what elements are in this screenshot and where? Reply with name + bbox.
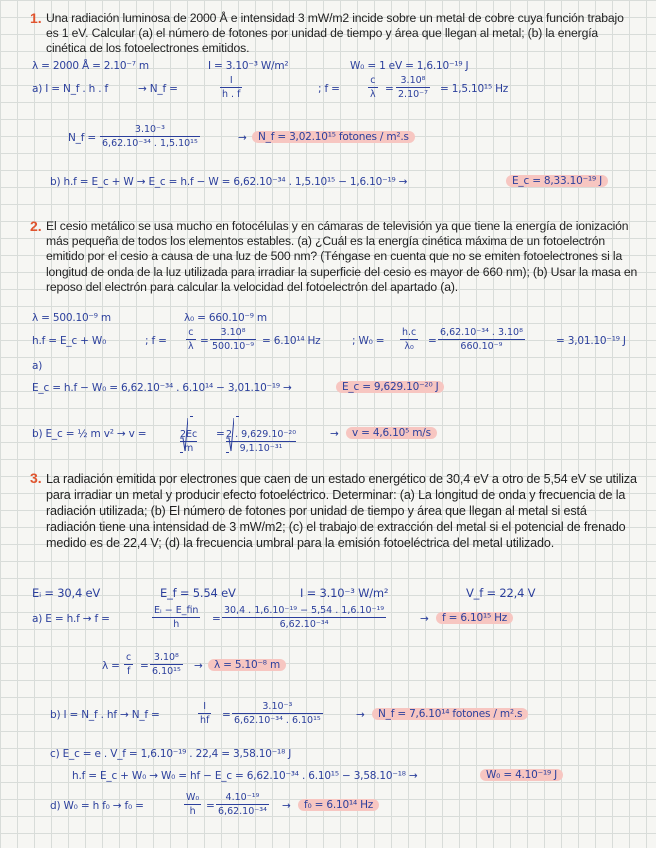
equation: → N_f = bbox=[138, 83, 178, 95]
fraction: $\frac{I}{h . f}$ bbox=[222, 75, 241, 100]
equation: b) h.f = E_c + W → E_c = h.f − W = 6,62.10⁻³⁴ . 1,5.10¹⁵ − 1,6.10⁻¹⁹ → bbox=[50, 176, 408, 188]
result-highlight: W₀ = 4.10⁻¹⁹ J bbox=[480, 769, 563, 781]
result-highlight: N_f = 7,6.10¹⁴ fotones / m².s bbox=[372, 708, 528, 720]
fraction: $\frac{I}{hf}$ bbox=[200, 701, 210, 726]
equation: = 3,01.10⁻¹⁹ J bbox=[556, 335, 626, 347]
fraction: $\frac{\text{3.10⁻³}}{\text{6,62.10⁻³⁴ . 1,5.10¹⁵}}$ bbox=[102, 124, 198, 149]
fraction: $\frac{\text{30,4 . 1,6.10⁻¹⁹ − 5,54 . 1,6.10⁻¹⁹}}{\text{6,62.10⁻³⁴}}$ bbox=[224, 605, 385, 630]
result-highlight: f₀ = 6.10¹⁴ Hz bbox=[298, 799, 379, 811]
square-root: 2Ec m bbox=[180, 418, 197, 452]
equation: = 6.10¹⁴ Hz bbox=[262, 335, 321, 347]
equation: = bbox=[222, 709, 231, 721]
equation: = bbox=[385, 83, 394, 95]
equation: a) I = N_f . h . f bbox=[32, 83, 109, 95]
given-initial-energy: Eᵢ = 30,4 eV bbox=[32, 586, 101, 600]
problem-statement: La radiación emitida por electrones que caen de un estado energético de 30,4 eV a otro de 5,54 eV se utiliza para irradiar un metal y producir efecto fotoeléctrico. Determinar: (a) La longitud de onda y frecuencia de la radiación utilizada; (b) El número de fotones por unidad de tiempo y área que llegan al metal si está radiación tiene una intensidad de 3 mW/m2; (c) el trabajo de extracción del metal si el potencial de frenado medido es de 22,4 V; (d) la frecuencia umbral para la emisión fotoeléctrica del metal utilizado. bbox=[46, 472, 637, 550]
result-highlight: N_f = 3,02.10¹⁵ fotones / m².s bbox=[252, 131, 415, 143]
equation: h.f = E_c + W₀ → W₀ = hf − E_c = 6,62.10⁻³⁴ . 6.10¹⁵ − 3,58.10⁻¹⁸ → bbox=[72, 770, 418, 782]
equation: N_f = bbox=[68, 132, 96, 144]
fraction: $\frac{c}{\lambda}$ bbox=[370, 75, 376, 100]
equation: = bbox=[212, 613, 221, 625]
result-highlight: λ = 5.10⁻⁸ m bbox=[208, 659, 286, 671]
equation: a) E = h.f → f = bbox=[32, 613, 110, 625]
fraction: $\frac{h.c}{\text{λ₀}}$ bbox=[402, 327, 417, 352]
fraction: $\frac{\text{W₀}}{h}$ bbox=[186, 792, 200, 817]
arrow: → bbox=[330, 428, 339, 440]
given-lambda: λ = 2000 Å = 2.10⁻⁷ m bbox=[32, 60, 149, 72]
equation: = bbox=[206, 800, 215, 812]
equation: = bbox=[140, 660, 149, 672]
given-stopping-potential: V_f = 22,4 V bbox=[466, 586, 536, 600]
fraction: $\frac{c}{\lambda}$ bbox=[188, 327, 194, 352]
fraction: $\frac{c}{f}$ bbox=[126, 652, 132, 677]
fraction: $\frac{\text{3.10⁻³}}{\text{6,62.10⁻³⁴ . 6.10¹⁵}}$ bbox=[234, 701, 321, 726]
problem-number: 1. bbox=[30, 10, 42, 26]
arrow: → bbox=[194, 660, 203, 672]
given-lambda: λ = 500.10⁻⁹ m bbox=[32, 312, 111, 324]
problem-statement: Una radiación luminosa de 2000 Å e intensidad 3 mW/m2 incide sobre un metal de cobre cuya función trabajo es 1 eV. Calcular (a) el número de fotones por unidad de tiempo y área que llegan al metal; (b) la energía cinética de los fotoelectrones emitidos. bbox=[46, 11, 624, 56]
result-highlight: E_c = 9,629.10⁻²⁰ J bbox=[336, 381, 444, 393]
result-highlight: f = 6.10¹⁵ Hz bbox=[436, 612, 513, 624]
fraction: $\frac{\text{4.10⁻¹⁹}}{\text{6,62.10⁻³⁴}}$ bbox=[218, 792, 267, 817]
equation: = bbox=[428, 335, 437, 347]
arrow: → bbox=[238, 132, 247, 144]
problem-number: 3. bbox=[30, 470, 42, 486]
part-label: a) bbox=[32, 360, 43, 372]
equation: λ = bbox=[102, 660, 120, 672]
square-root: 2 . 9,629.10⁻²⁰ 9,1.10⁻³¹ bbox=[226, 418, 296, 452]
problem-number: 2. bbox=[30, 218, 42, 234]
problem-statement: El cesio metálico se usa mucho en fotocélulas y en cámaras de televisión ya que tiene la energía de ionización más pequeña de todos los elementos estables. (a) ¿Cuál es la energía cinética máxima de un fotoelectrón emitido por el cesio a causa de una luz de 500 nm? (Téngase en cuenta que no se emiten fotoelectrones si la longitud de onda de la luz utilizada para irradiar la superficie del cesio es mayor de 660 nm); (b) Usar la masa en reposo del electrón para calcular la velocidad del fotoelectrón del apartado (a). bbox=[46, 219, 638, 294]
given-final-energy: E_f = 5.54 eV bbox=[160, 586, 236, 600]
fraction: $\frac{\text{3.10⁸}}{\text{2.10⁻⁷}}$ bbox=[398, 75, 428, 100]
equation: h.f = E_c + W₀ bbox=[32, 335, 107, 347]
equation: ; f = bbox=[318, 83, 340, 95]
arrow: → bbox=[282, 800, 291, 812]
given-intensity: I = 3.10⁻³ W/m² bbox=[300, 586, 389, 600]
equation: b) E_c = ½ m v² → v = bbox=[32, 428, 147, 440]
equation: ; f = bbox=[145, 335, 167, 347]
given-intensity: I = 3.10⁻³ W/m² bbox=[208, 60, 289, 72]
fraction: $\frac{\text{3.10⁸}}{\text{500.10⁻⁹}}$ bbox=[212, 327, 255, 352]
result-highlight: v = 4,6.10⁵ m/s bbox=[346, 427, 437, 439]
fraction: $\frac{\text{6,62.10⁻³⁴ . 3.10⁸}}{\text{660.10⁻⁹}}$ bbox=[440, 327, 523, 352]
given-work-function: W₀ = 1 eV = 1,6.10⁻¹⁹ J bbox=[350, 60, 469, 72]
equation: = bbox=[200, 335, 209, 347]
fraction: Eᵢ − E_fin h bbox=[154, 605, 199, 630]
equation: b) I = N_f . hf → N_f = bbox=[50, 709, 160, 721]
fraction: $\frac{\text{3.10⁸}}{\text{6.10¹⁵}}$ bbox=[152, 652, 181, 677]
equation: = bbox=[216, 428, 225, 440]
radical-sign bbox=[180, 418, 188, 452]
arrow: → bbox=[420, 613, 429, 625]
equation: d) W₀ = h f₀ → f₀ = bbox=[50, 800, 144, 812]
given-threshold-lambda: λ₀ = 660.10⁻⁹ m bbox=[184, 312, 267, 324]
equation: ; W₀ = bbox=[352, 335, 385, 347]
arrow: → bbox=[356, 709, 365, 721]
equation: = 1,5.10¹⁵ Hz bbox=[440, 83, 509, 95]
result-highlight: E_c = 8,33.10⁻¹⁹ J bbox=[506, 175, 608, 187]
equation: E_c = h.f − W₀ = 6,62.10⁻³⁴ . 6.10¹⁴ − 3,01.10⁻¹⁹ → bbox=[32, 382, 292, 394]
equation: c) E_c = e . V_f = 1,6.10⁻¹⁹ . 22,4 = 3,58.10⁻¹⁸ J bbox=[50, 748, 292, 760]
radical-sign bbox=[226, 418, 234, 452]
